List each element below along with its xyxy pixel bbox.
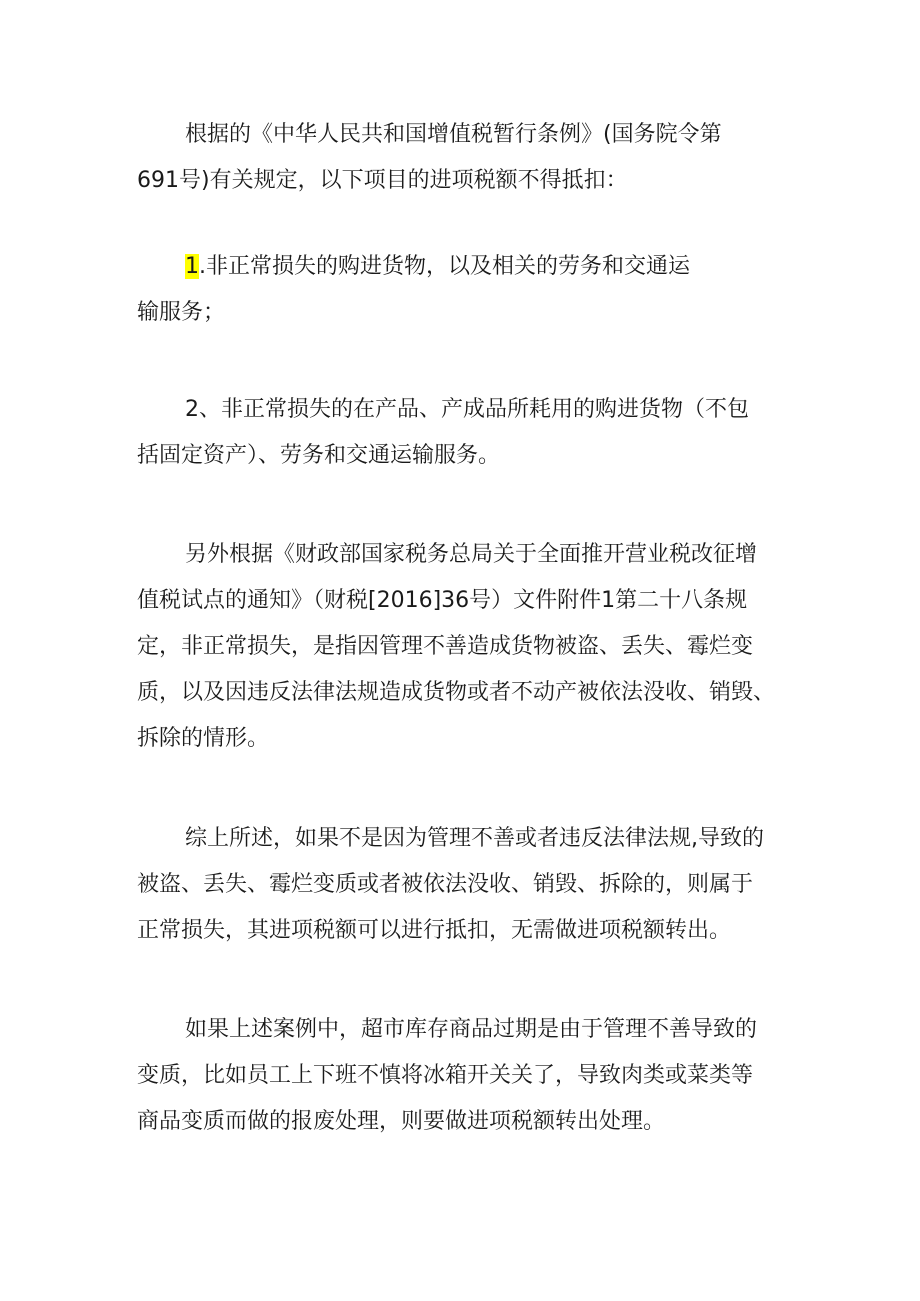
text-line: 被盗、丢失、霉烂变质或者被依法没收、销毁、拆除的，则属于 — [137, 872, 754, 897]
text-line: 综上所述，如果不是因为管理不善或者违反法律法规,导致的 — [185, 826, 764, 851]
paragraph-case-example — [137, 1007, 787, 1145]
text-line: 输服务； — [137, 300, 226, 325]
text-line: 定，非正常损失，是指因管理不善造成货物被盗、丢失、霉烂变 — [137, 634, 754, 659]
text-line: 根据的《中华人民共和国增值税暂行条例》(国务院令第 — [185, 122, 722, 147]
text-line: 变质，比如员工上下班不慎将冰箱开关关了，导致肉类或菜类等 — [137, 1063, 754, 1088]
highlighted-number: 1 — [185, 254, 199, 279]
text-line: 括固定资产）、劳务和交通运输服务。 — [137, 443, 501, 468]
text-line: 正常损失，其进项税额可以进行抵扣，无需做进项税额转出。 — [137, 918, 732, 943]
text-line: 拆除的情形。 — [137, 726, 270, 751]
text-line: 691号)有关规定，以下项目的进项税额不得抵扣： — [137, 168, 628, 193]
paragraph-regulation-intro — [137, 112, 787, 204]
paragraph-summary — [137, 816, 787, 954]
paragraph-notice-definition — [137, 532, 787, 762]
text-line: 如果上述案例中，超市库存商品过期是由于管理不善导致的 — [185, 1017, 758, 1042]
text-line: 2、非正常损失的在产品、产成品所耗用的购进货物（不包 — [185, 397, 749, 422]
text-line: 质，以及因违反法律法规造成货物或者不动产被依法没收、销毁、 — [137, 680, 776, 705]
text-line: 商品变质而做的报废处理，则要做进项税额转出处理。 — [137, 1109, 666, 1134]
text-line-rest: .非正常损失的购进货物，以及相关的劳务和交通运 — [199, 254, 690, 279]
paragraph-item-2 — [137, 387, 787, 479]
text-line: 值税试点的通知》（财税[2016]36号）文件附件1第二十八条规 — [137, 588, 748, 613]
text-line: 另外根据《财政部国家税务总局关于全面推开营业税改征增 — [185, 542, 758, 567]
paragraph-item-1 — [137, 244, 787, 336]
text-line — [137, 244, 787, 290]
